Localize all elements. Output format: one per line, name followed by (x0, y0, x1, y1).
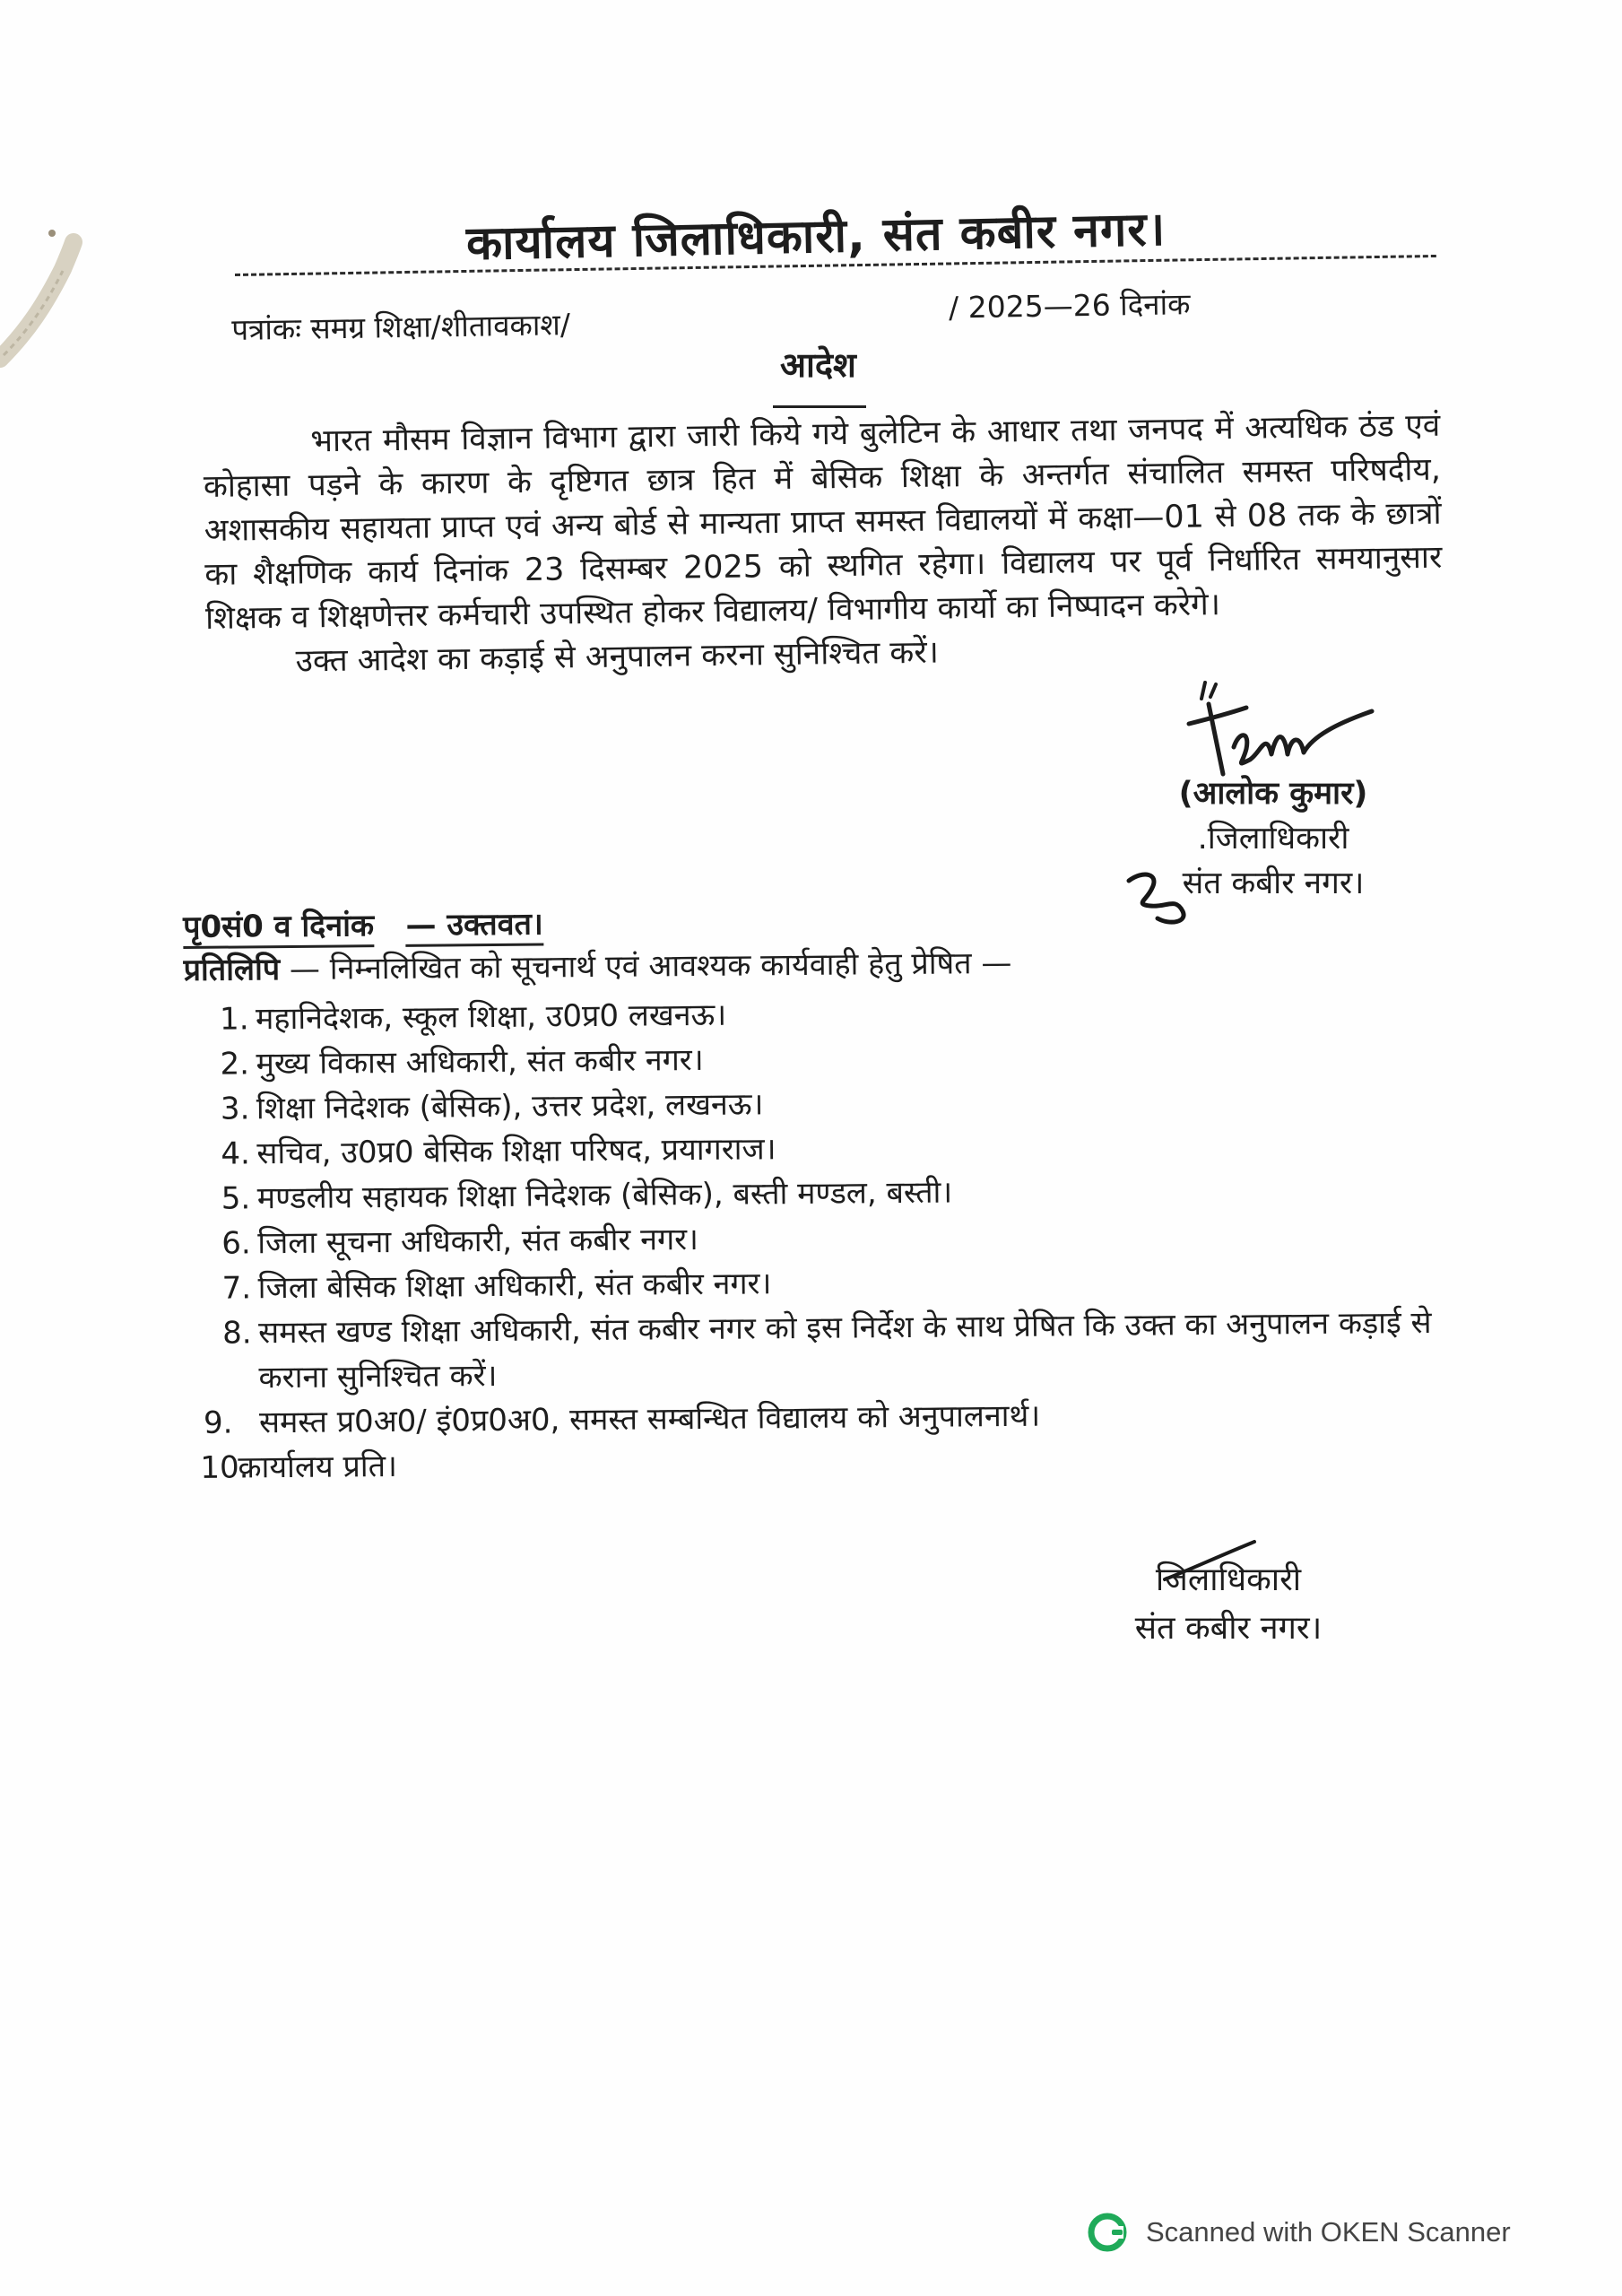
list-item-text: कार्यालय प्रति। (238, 1448, 398, 1486)
list-item-text: महानिदेशक, स्कूल शिक्षा, उ0प्र0 लखनऊ। (255, 996, 727, 1038)
list-item-text: मण्डलीय सहायक शिक्षा निदेशक (बेसिक), बस्ती मण्डल, बस्ती। (256, 1174, 953, 1217)
list-item-number: 7. (221, 1270, 252, 1307)
list-item-text: जिला बेसिक शिक्षा अधिकारी, संत कबीर नगर। (257, 1265, 772, 1307)
list-item-text: सचिव, उ0प्र0 बेसिक शिक्षा परिषद, प्रयागराज। (256, 1131, 776, 1172)
signatory-place: संत कबीर नगर। (1182, 865, 1365, 901)
order-title: आदेश (780, 345, 856, 385)
list-item-number: 3. (220, 1091, 250, 1127)
thread-decoration (0, 224, 99, 368)
list-item-text: मुख्य विकास अधिकारी, संत कबीर नगर। (256, 1041, 704, 1083)
list-item-number: 1. (219, 1001, 249, 1038)
list-item-text: जिला सूचना अधिकारी, संत कबीर नगर। (257, 1221, 699, 1262)
order-paragraph: भारत मौसम विज्ञान विभाग द्वारा जारी किये गये बुलेटिन के आधार तथा जनपद में अत्यधिक ठंड एवं कोहासा पड़ने के कारण के दृष्टिगत छात्र हित में बेसिक शिक्षा के अन्तर्गत संचालित समस्त परिषदीय, अशासकीय सहायता प्राप्त एवं अन्य बोर्ड से मान्यता प्राप्त समस्त विद्यालयों में कक्षा—01 से 08 तक के छात्रों का शैक्षणिक कार्य दिनांक 23 दिसम्बर 2025 को स्थगित रहेगा। विद्यालय पर पूर्व निर्धारित समयानुसार शिक्षक व शिक्षणेत्तर कर्मचारी उपस्थित होकर विद्यालय/ विभागीय कार्यो का निष्पादन करेगे। (203, 407, 1443, 637)
order-instruction: उक्त आदेश का कड़ाई से अनुपालन करना सुनिश्चित करें। (295, 634, 940, 680)
reference-line (231, 286, 1236, 347)
list-item-number: 8. (221, 1315, 252, 1352)
list-item-text: शिक्षा निदेशक (बेसिक), उत्तर प्रदेश, लखनऊ। (256, 1086, 764, 1127)
copy-recipient-list (184, 987, 1462, 1491)
list-item-text: समस्त प्र0अ0/ इं0प्र0अ0, समस्त सम्बन्धित विद्यालय को अनुपालनार्थ। (258, 1397, 1041, 1441)
signatory-designation: .जिलाधिकारी (1197, 821, 1349, 857)
office-title: कार्यालय जिलाधिकारी, संत कबीर नगर। (465, 202, 1167, 272)
copy-reference-label: पृ0सं0 व दिनांक (183, 908, 374, 949)
signoff-place: संत कबीर नगर। (1134, 1610, 1323, 1647)
list-item-number: 6. (221, 1225, 251, 1262)
scanner-watermark (1087, 2212, 1511, 2253)
list-item-number: 5. (221, 1180, 251, 1217)
reference-date: / 2025—26 दिनांक (948, 286, 1191, 326)
signatory-name: (आलोक कुमार) (1178, 776, 1368, 812)
signoff-block (1076, 1556, 1381, 1653)
copy-intro-text: — निम्नलिखित को सूचनार्थ एवं आवश्यक कार्यवाही हेतु प्रेषित — (289, 944, 1012, 987)
list-item-text: समस्त खण्ड शिक्षा अधिकारी, संत कबीर नगर को इस निर्देश के साथ प्रेषित कि उक्त का अनुपालन कड़ाई से कराना सुनिश्चित करें। (257, 1304, 1432, 1396)
signoff-designation: जिलाधिकारी (1155, 1561, 1302, 1598)
order-body (203, 404, 1444, 685)
list-item-number: 10. (200, 1449, 249, 1486)
list-item-number: 9. (203, 1405, 233, 1441)
list-item (186, 1300, 1461, 1401)
copy-intro (183, 938, 1456, 992)
copy-lead: प्रतिलिपि (183, 952, 281, 988)
list-item-number: 2. (220, 1046, 250, 1083)
copy-reference (183, 904, 543, 947)
copy-reference-value: — उक्तवत। (405, 906, 543, 946)
copy-section (183, 897, 1462, 1491)
oken-scanner-logo-icon (1087, 2212, 1128, 2253)
list-item-number: 4. (221, 1135, 251, 1172)
reference-number: पत्रांकः समग्र शिक्षा/शीतावकाश/ (231, 307, 571, 347)
scanner-text: Scanned with OKEN Scanner (1146, 2216, 1511, 2248)
order-title-underline (773, 405, 866, 408)
handwritten-signature (1184, 677, 1399, 785)
